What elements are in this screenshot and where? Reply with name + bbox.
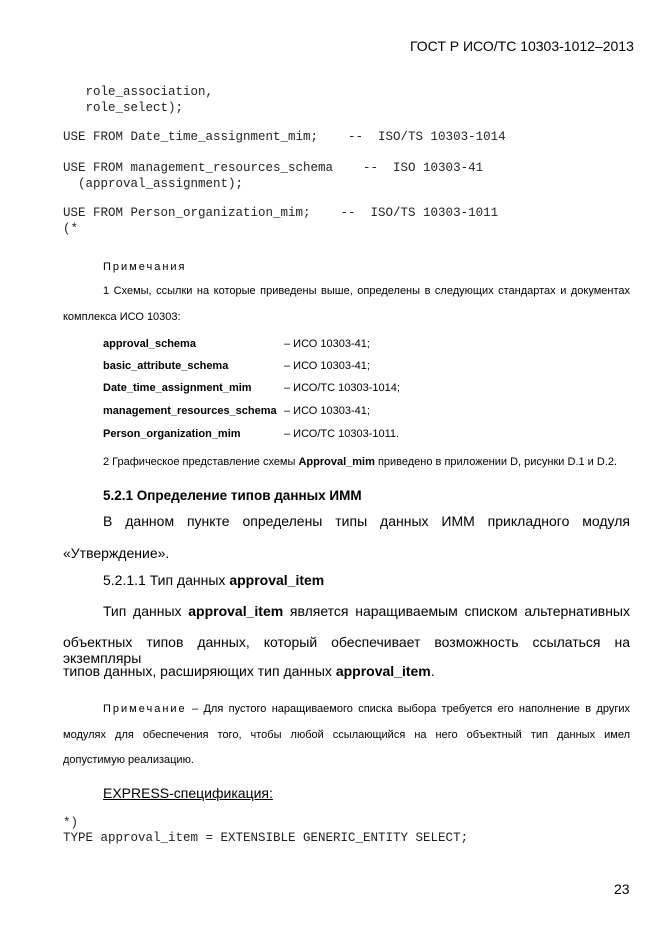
paragraph-2-line-1: Тип данных approval_item является наращиваемым списком альтернативных — [103, 603, 630, 619]
schema-name: Person_organization_mim — [103, 428, 241, 440]
note-line-3: допустимую реализацию. — [63, 754, 194, 766]
schema-ref: – ИСО/ТС 10303-1014; — [284, 382, 400, 394]
code-line: USE FROM Person_organization_mim; -- ISO/TS 10303-1011 — [63, 206, 499, 220]
note-line-1: Примечание – Для пустого наращиваемого списка выбора требуется его наполнение в других — [103, 703, 630, 715]
notes-heading: Примечания — [103, 261, 187, 273]
schema-ref: – ИСО/ТС 10303-1011. — [284, 428, 400, 440]
code-line: TYPE approval_item = EXTENSIBLE GENERIC_ENTITY SELECT; — [63, 831, 469, 845]
section-heading: 5.2.1 Определение типов данных ИММ — [103, 488, 362, 503]
section-paragraph-line-2: «Утверждение». — [63, 545, 170, 561]
note-2: 2 Графическое представление схемы Approval_mim приведено в приложении D, рисунки D.1 и D.2. — [103, 456, 618, 468]
schema-ref: – ИСО 10303-41; — [284, 405, 370, 417]
code-line: role_association, — [63, 85, 214, 99]
note-line-2: модулях для обеспечения того, чтобы любой ссылающийся на него объектный тип данных имел — [63, 729, 630, 741]
paragraph-2-line-2: объектных типов данных, который обеспечивает возможность ссылаться на экземпляры — [63, 634, 630, 666]
express-heading: EXPRESS-спецификация: — [103, 785, 273, 801]
note-1-line-1: 1 Схемы, ссылки на которые приведены выше, определены в следующих стандартах и документах — [103, 285, 630, 297]
document-header: ГОСТ Р ИСО/ТС 10303-1012–2013 — [410, 38, 634, 54]
subsection-heading: 5.2.1.1 Тип данных approval_item — [103, 572, 325, 588]
schema-name: management_resources_schema — [103, 405, 277, 417]
code-line: USE FROM management_resources_schema -- ISO 10303-41 — [63, 161, 484, 175]
schema-ref: – ИСО 10303-41; — [284, 338, 370, 350]
code-line: USE FROM Date_time_assignment_mim; -- ISO/TS 10303-1014 — [63, 130, 506, 144]
schema-name: approval_schema — [103, 338, 196, 350]
code-line: *) — [63, 816, 79, 830]
section-paragraph-line-1: В данном пункте определены типы данных ИММ прикладного модуля — [103, 513, 630, 529]
paragraph-2-line-3: типов данных, расширяющих тип данных approval_item. — [63, 663, 435, 679]
code-line: (approval_assignment); — [63, 177, 244, 191]
schema-name: Date_time_assignment_mim — [103, 382, 252, 394]
page-number: 23 — [614, 881, 630, 897]
note-1-line-2: комплекса ИСО 10303: — [63, 311, 181, 323]
code-line: (* — [63, 222, 79, 236]
schema-name: basic_attribute_schema — [103, 360, 229, 372]
code-line: role_select); — [63, 101, 184, 115]
schema-ref: – ИСО 10303-41; — [284, 360, 370, 372]
